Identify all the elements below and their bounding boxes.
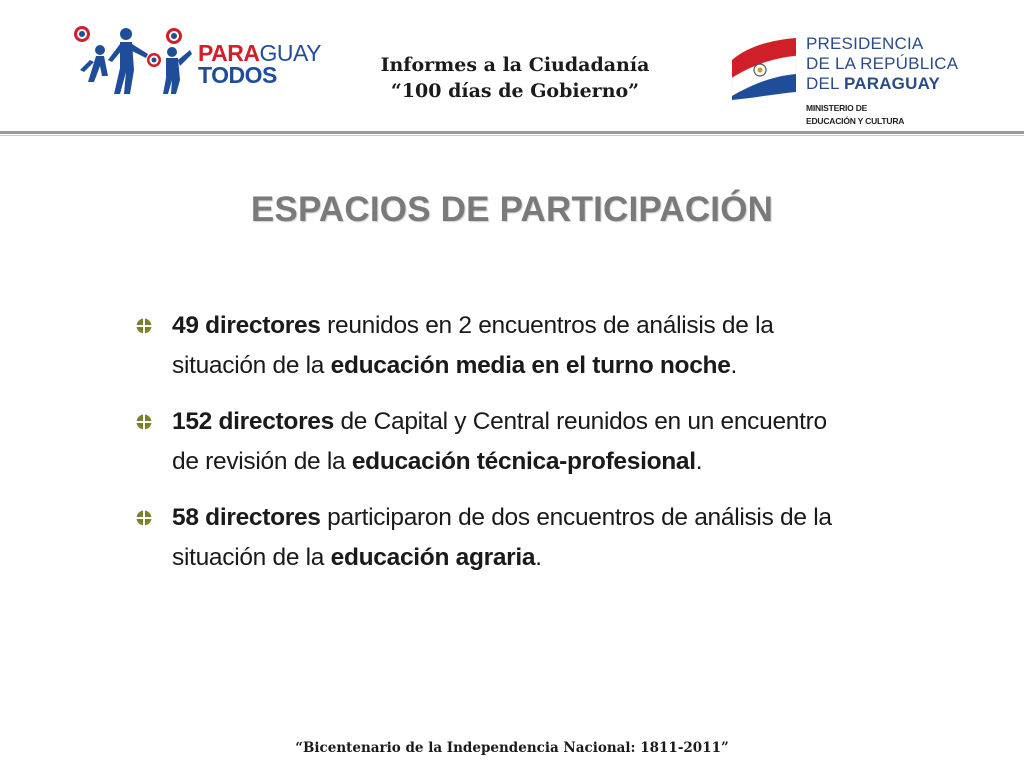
paraguay-todos-logo bbox=[68, 20, 348, 100]
presidency-line-1: PRESIDENCIA bbox=[806, 34, 924, 53]
report-title-line-2: “100 días de Gobierno” bbox=[390, 80, 640, 102]
bullet-bold-lead: 49 directores bbox=[172, 312, 321, 339]
bullet-list bbox=[134, 306, 854, 594]
presidency-line-2: DE LA REPÚBLICA bbox=[806, 54, 959, 73]
header-divider-thin bbox=[0, 135, 1024, 136]
bullet-text: participaron de dos encuentros de análisis de la situación de la bbox=[172, 504, 832, 571]
bullet-bold-lead: 58 directores bbox=[172, 504, 321, 531]
presidency-logo bbox=[724, 28, 1004, 132]
bullet-bold-topic: educación agraria bbox=[330, 544, 536, 571]
brand-wordmark bbox=[198, 42, 321, 86]
bullet-item bbox=[134, 402, 854, 482]
ministry-line-1: MINISTERIO DE bbox=[806, 103, 868, 113]
bullet-text: reunidos en 2 encuentros de análisis de la situación de la bbox=[172, 312, 774, 379]
bullet-item bbox=[134, 498, 854, 578]
header-divider bbox=[0, 131, 1024, 134]
bullet-end: . bbox=[535, 544, 542, 571]
brand-guay: GUAY bbox=[259, 40, 321, 66]
bullet-bold-topic: educación técnica-profesional bbox=[351, 448, 696, 475]
bullet-icon bbox=[136, 414, 152, 430]
presidency-text bbox=[806, 34, 958, 94]
presidency-line-3 bbox=[806, 74, 958, 94]
bullet-icon bbox=[136, 510, 152, 526]
presidency-line-3-bold: PARAGUAY bbox=[843, 74, 941, 93]
bullet-item bbox=[134, 306, 854, 386]
bullet-text: de Capital y Central reunidos en un encuentro de revisión de la bbox=[172, 408, 827, 475]
brand-para: PARA bbox=[198, 40, 260, 66]
ministry-text bbox=[806, 102, 904, 128]
bullet-end: . bbox=[730, 352, 738, 379]
footer-text: “Bicentenario de la Independencia Nacional: 1811-2011” bbox=[295, 740, 729, 756]
paraguay-flag-icon bbox=[724, 34, 802, 100]
ministry-line-2: EDUCACIÓN Y CULTURA bbox=[806, 116, 905, 126]
bullet-bold-lead: 152 directores bbox=[172, 408, 334, 435]
report-title-line-1: Informes a la Ciudadanía bbox=[380, 54, 650, 76]
slide-header bbox=[0, 0, 1024, 132]
people-icon bbox=[68, 20, 196, 98]
slide-title: ESPACIOS DE PARTICIPACIÓN bbox=[250, 190, 774, 229]
bullet-end: . bbox=[695, 448, 703, 475]
bullet-icon bbox=[136, 318, 152, 334]
presidency-line-3-prefix: DEL bbox=[806, 74, 844, 93]
report-title bbox=[370, 52, 660, 104]
brand-line-1 bbox=[198, 42, 321, 64]
bullet-bold-topic: educación media en el turno noche bbox=[330, 352, 731, 379]
brand-todos: TODOS bbox=[198, 62, 277, 88]
